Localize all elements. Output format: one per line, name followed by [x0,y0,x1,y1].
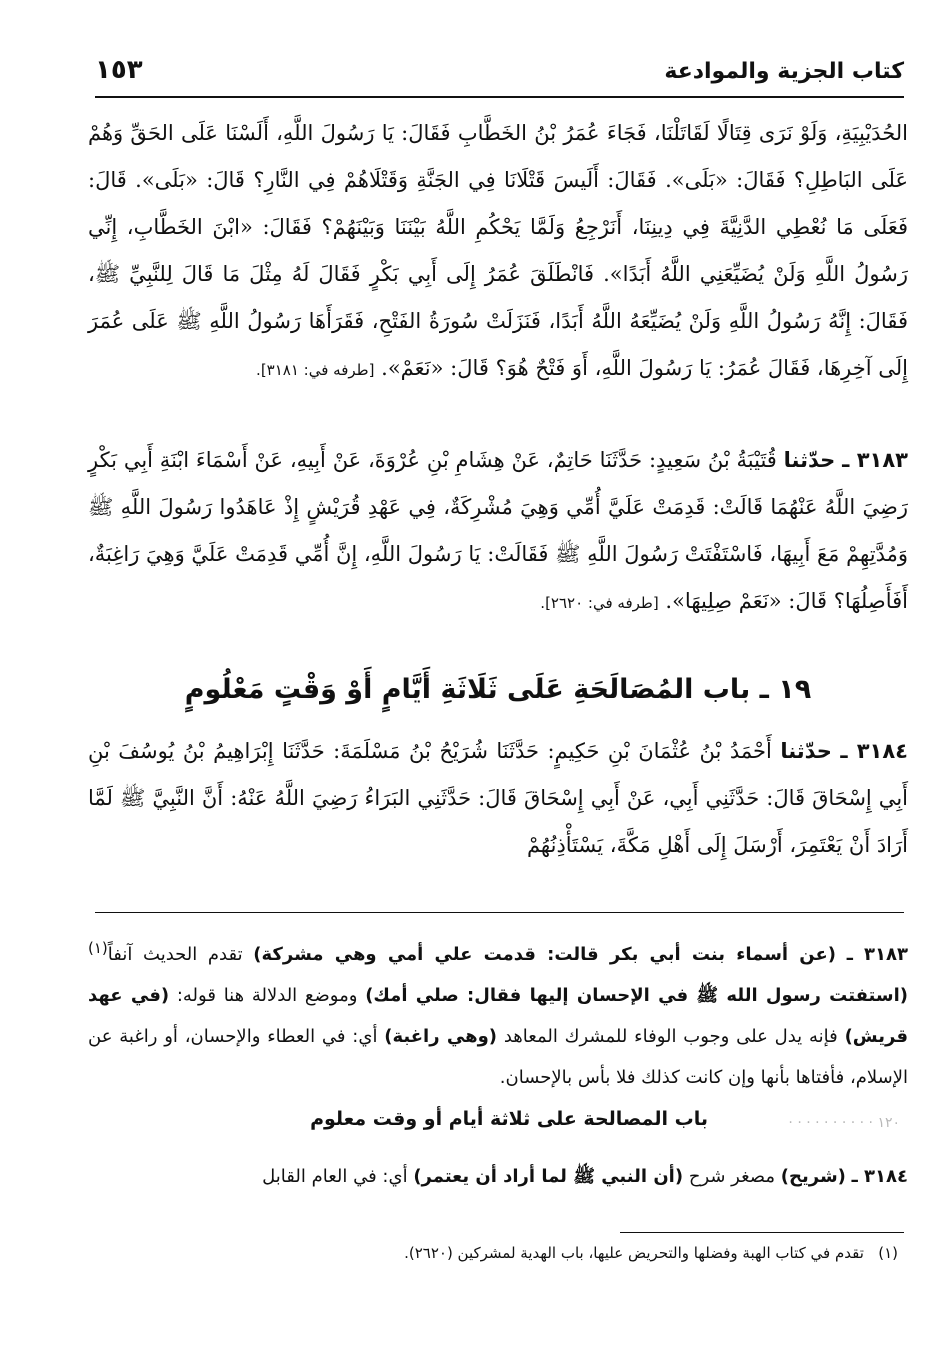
footnote-text: تقدم في كتاب الهبة وفضلها والتحريض عليها، باب الهدية لمشركين (٢٦٢٠). [404,1244,864,1262]
hadith-3184-paragraph [88,728,908,869]
commentary-3184-number: ٣١٨٤ ـ [851,1166,908,1187]
hadith-3183-lead: حدّثنا [783,448,836,472]
page-number: ١٥٣ [95,55,143,85]
continuation-reference: [طرفه في: ٣١٨١]. [256,361,375,379]
commentary-divider [95,912,904,913]
commentary-3183-quote-1: (عن أسماء بنت أبي بكر قالت: قدمت علي أمي وهي مشركة) [253,944,837,965]
book-title: كتاب الجزية والموادعة [664,59,904,84]
footnote-marker: (١) [88,939,108,957]
commentary-chapter-heading: باب المصالحة على ثلاثة أيام أو وقت معلوم [310,1108,708,1130]
commentary-3184 [88,1156,908,1197]
hadith-3184-number: ٣١٨٤ ـ [840,739,908,763]
continuation-paragraph [88,110,908,394]
commentary-3183-text-1: تقدم الحديث آنفاً [107,944,243,965]
commentary-3184-paragraph [88,1156,908,1197]
hadith-3183-number: ٣١٨٣ ـ [842,448,908,472]
footnote [88,1244,898,1262]
running-header [95,55,904,95]
header-rule [95,96,904,98]
hadith-3183-reference: [طرفه في: ٢٦٢٠]. [540,594,659,612]
commentary-3184-text-1: مصغر شرح [688,1166,776,1187]
commentary-3183-text-4: أي: في العطاء والإحسان، أو راغبة عن الإسلام، فأفتاها بأنها وإن كانت كذلك فلا بأس بالإحسان. [88,1026,908,1088]
continuation-text: الحُدَيْبِيَةِ، وَلَوْ نَرَى قِتَالًا لَقَاتَلْنَا، فَجَاءَ عُمَرُ بْنُ الخَطَّابِ فَقَالَ: يَا رَسُولَ اللَّهِ، أَلَسْنَا عَلَى الحَقِّ وَهُمْ عَلَى البَاطِلِ؟ فَقَالَ: «بَلَى». فَقَالَ: أَلَيسَ قَتْلَانَا فِي الجَنَّةِ وَقَتْلَاهُمْ فِي النَّارِ؟ قَالَ: «بَلَى». قَالَ: فَعَلَى مَا نُعْطِي الدَّنِيَّةَ فِي دِينِنَا، أَنَرْجِعُ وَلَمَّا يَحْكُمِ اللَّهُ بَيْنَنَا وَبَيْنَهُمْ؟ فَقَالَ: «ابْنَ الخَطَّابِ، إِنِّي رَسُولُ اللَّهِ وَلَنْ يُضَيِّعَنِي اللَّهُ أَبَدًا». فَانْطَلَقَ عُمَرُ إِلَى أَبِي بَكْرٍ فَقَالَ لَهُ مِثْلَ مَا قَالَ لِلنَّبِيِّ ﷺ، فَقَالَ: إِنَّهُ رَسُولُ اللَّهِ وَلَنْ يُضَيِّعَهُ اللَّهُ أَبَدًا، فَنَزَلَتْ سُورَةُ الفَتْحِ، فَقَرَأَهَا رَسُولُ اللَّهِ ﷺ عَلَى عُمَرَ إِلَى آخِرِهَا، فَقَالَ عُمَرُ: يَا رَسُولَ اللَّهِ، أَوَ فَتْحٌ هُوَ؟ قَالَ: «نَعَمْ». [88,121,908,380]
commentary-3183-text-3: فإنه يدل على وجوب الوفاء للمشرك المعاهد [503,1026,838,1047]
commentary-3184-quote-1: (شريح) [780,1166,846,1187]
hadith-3183 [88,437,908,627]
commentary-3183-quote-4: (وهي راغبة) [384,1026,498,1047]
commentary-3183-text-2: وموضع الدلالة هنا قوله: [176,985,358,1006]
hadith-3184-text: أَحْمَدُ بْنُ عُثْمَانَ بْنِ حَكِيمٍ: حَدَّثَنَا شُرَيْحُ بْنُ مَسْلَمَةَ: حَدَّثَنَا إِبْرَاهِيمُ بْنُ يُوسُفَ بْنِ أَبِي إِسْحَاقَ قَالَ: حَدَّثَنِي أَبِي، عَنْ أَبِي إِسْحَاقَ قَالَ: حَدَّثَنِي البَرَاءُ رَضِيَ اللَّهُ عَنْهُ: أَنَّ النَّبِيَّ ﷺ لَمَّا أَرَادَ أَنْ يَعْتَمِرَ، أَرْسَلَ إِلَى أَهْلِ مَكَّةَ، يَسْتَأْذِنُهُمْ [88,739,908,857]
hadith-3184-lead: حدّثنا [780,739,832,763]
commentary-3183-quote-3: (في عهد قريش) [88,985,908,1047]
commentary-3183-paragraph [88,928,908,1098]
commentary-3183 [88,928,908,1098]
footnote-rule [620,1232,904,1233]
commentary-3183-number: ٣١٨٣ ـ [846,944,908,965]
hadith-3183-paragraph [88,437,908,627]
commentary-3183-quote-2: (استفتت رسول الله ﷺ في الإحسان إليها فقال: صلي أمك) [365,985,908,1006]
chapter-heading: ١٩ ـ باب المُصَالَحَةِ عَلَى ثَلَاثَةِ أَيَّامٍ أَوْ وَقْتٍ مَعْلُومٍ [184,674,812,705]
hadith-3183-text: قُتَيْبَةُ بْنُ سَعِيدٍ: حَدَّثَنَا حَاتِمٌ، عَنْ هِشَامِ بْنِ عُرْوَةَ، عَنْ أَبِيهِ، عَنْ أَسْمَاءَ ابْنَةِ أَبِي بَكْرٍ رَضِيَ اللَّهُ عَنْهُمَا قَالَتْ: قَدِمَتْ عَلَيَّ أُمِّي وَهِيَ مُشْرِكَةٌ، فِي عَهْدِ قُرَيْشٍ إِذْ عَاهَدُوا رَسُولَ اللَّهِ ﷺ وَمُدَّتِهِمْ مَعَ أَبِيهَا، فَاسْتَفْتَتْ رَسُولَ اللَّهِ ﷺ فَقَالَتْ: يَا رَسُولَ اللَّهِ، إِنَّ أُمِّي قَدِمَتْ عَلَيَّ وَهِيَ رَاغِبَةٌ، أَفَأَصِلُهَا؟ قَالَ: «نَعَمْ صِلِيهَا». [88,448,908,613]
commentary-3184-text-2: أي: في العام القابل [262,1166,408,1187]
hadith-continuation [88,110,908,394]
footnote-number: (١) [878,1244,898,1262]
hadith-3184 [88,728,908,869]
faded-marginal-text: ١٢٠ · · · · · · · · · · [788,1115,900,1131]
commentary-3184-quote-2: (أن النبي ﷺ لما أراد أن يعتمر) [413,1166,684,1187]
